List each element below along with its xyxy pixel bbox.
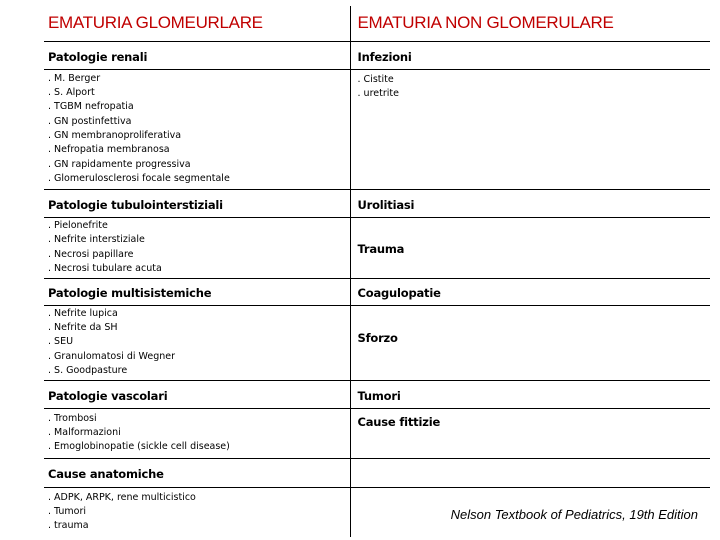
list-item: . Granulomatosi di Wegner — [48, 350, 346, 364]
list-item: . Tumori — [48, 505, 346, 519]
list-item: . uretrite — [358, 87, 707, 101]
source-citation: Nelson Textbook of Pediatrics, 19th Edition — [450, 507, 698, 522]
header-non-glomerular: EMATURIA NON GLOMERULARE — [357, 13, 614, 33]
list-patologie-vascolari — [48, 412, 346, 455]
list-item: . S. Alport — [48, 86, 346, 100]
list-item: . Emoglobinopatie (sickle cell disease) — [48, 440, 346, 454]
row-multi-detail — [44, 305, 710, 380]
list-patologie-multisistemiche — [48, 307, 346, 378]
list-cause-anatomiche — [48, 491, 346, 534]
list-item: . trauma — [48, 519, 346, 533]
list-patologie-renali — [48, 72, 346, 186]
list-item: . Glomerulosclerosi focale segmentale — [48, 172, 346, 186]
cat-patologie-vascolari: Patologie vascolari — [48, 388, 168, 403]
list-item: . ADPK, ARPK, rene multicistico — [48, 491, 346, 505]
cat-trauma: Trauma — [357, 242, 405, 256]
row-vascular — [44, 380, 710, 408]
cat-sforzo: Sforzo — [357, 331, 398, 345]
cat-cause-fittizie: Cause fittizie — [357, 414, 441, 429]
cat-urolitiasi: Urolitiasi — [357, 197, 415, 212]
header-glomerular: EMATURIA GLOMEURLARE — [48, 13, 263, 33]
cat-tumori: Tumori — [357, 388, 401, 403]
list-item: . TGBM nefropatia — [48, 100, 346, 114]
row-renal-detail — [44, 69, 710, 189]
list-item: . GN postinfettiva — [48, 115, 346, 129]
list-item: . GN rapidamente progressiva — [48, 158, 346, 172]
cat-patologie-renali: Patologie renali — [48, 49, 148, 64]
row-renal — [44, 41, 710, 69]
header-row — [44, 6, 710, 41]
row-tubulo — [44, 189, 710, 217]
list-item: . Trombosi — [48, 412, 346, 426]
cat-coagulopatie: Coagulopatie — [357, 286, 441, 300]
list-patologie-tubulointerstiziali — [48, 219, 346, 276]
list-item: . Necrosi papillare — [48, 248, 346, 262]
row-anatomic — [44, 458, 710, 487]
list-item: . Nefropatia membranosa — [48, 143, 346, 157]
cat-patologie-multisistemiche: Patologie multisistemiche — [48, 286, 212, 300]
row-multi — [44, 278, 710, 305]
cat-patologie-tubulointerstiziali: Patologie tubulointerstiziali — [48, 197, 223, 212]
list-item: . Pielonefrite — [48, 219, 346, 233]
list-item: . Cistite — [358, 73, 707, 87]
list-item: . Nefrite lupica — [48, 307, 346, 321]
list-item: . SEU — [48, 335, 346, 349]
list-item: . GN membranoproliferativa — [48, 129, 346, 143]
row-vascular-detail — [44, 408, 710, 458]
header-glomerular-cell — [44, 6, 350, 41]
list-item: . Necrosi tubulare acuta — [48, 262, 346, 276]
list-item: . Malformazioni — [48, 426, 346, 440]
list-item: . Nefrite interstiziale — [48, 233, 346, 247]
header-non-glomerular-cell — [350, 6, 710, 41]
list-item: . Nefrite da SH — [48, 321, 346, 335]
row-tubulo-detail — [44, 217, 710, 278]
cat-infezioni: Infezioni — [357, 49, 412, 64]
list-infezioni — [358, 73, 707, 102]
hematuria-table — [44, 6, 710, 537]
list-item: . S. Goodpasture — [48, 364, 346, 378]
list-item: . M. Berger — [48, 72, 346, 86]
cat-cause-anatomiche: Cause anatomiche — [48, 467, 164, 481]
